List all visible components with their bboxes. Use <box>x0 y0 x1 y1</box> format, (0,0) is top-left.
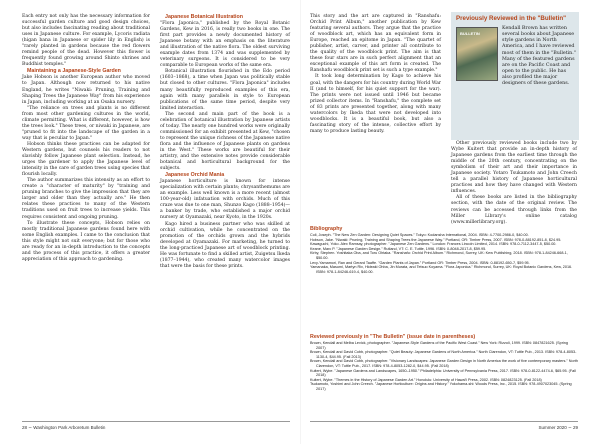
cover-label: BULLETIN <box>460 31 480 36</box>
bibliography-entry: Yamanaka, Masumi, Martyn Rix, Hideaki Ohba, Jin Murata, and Tetsuo Koyama. "Flora Japonica." Richmond, Surrey, UK: Royal Botanic Gardens, Kew, 2016. ISBN: 978-1-84246-619-4, $40.00. <box>310 265 573 274</box>
bibliography-heading: Bibliography <box>310 226 343 232</box>
reviewed-entry: Kuitert, Wybe. "Themes in the History of Japanese Garden Art." Honolulu: University of Hawai'i Press, 2002. ISBN: 0824823125. (Fall 2018) <box>310 377 542 382</box>
bibliography-entry: Kawaguchi, Yoko. Alex Ramsay, photographer. "Japanese Zen Gardens." London: Frances Lincoln Limited, 2014. ISBN: 978-0-7112-3447-5, $50.00. <box>310 242 557 247</box>
paragraph: To illustrate these concepts, Hobson relies on mostly traditional Japanese gardens found here with some English examples. I came to the conclusion that this style might not suit everyone; but for those who are ready for an in-depth introduction to the concepts and the process of this practice, it offers a greater appreciation of this approach to gardening. <box>22 220 150 262</box>
reviewed-entry: Brown, Kendall and David Cobb, photographer. "Quiet Beauty: Japanese Gardens of North America." North Clarendon, VT: Tuttle Pub., 2013. ISBN: 978-4-8053-1130-4, $44.95. (Fall 2013) <box>310 350 577 359</box>
section-heading: Japanese Orchid Mania <box>165 172 225 179</box>
footer-rule-right <box>310 421 578 422</box>
bibliography-entry: Coli, Joseph. "The New Zen Garden: Designing Quiet Spaces." Tokyo: Kodansha International, 2004. ISBN: 4-7700-2986-0, $40.00. <box>310 233 529 237</box>
reviewed-list <box>310 334 578 392</box>
footer-right: Summer 2020 ∼ 29 <box>538 425 578 430</box>
bibliography-entry: Levy-Yamamori, Ran and Gerard Taaffe. "Garden Plants of Japan." Portland OR: Timber Press, 2004. ISBN: 0-88192-650-7, $59.95. <box>310 260 530 265</box>
reviewed-entry: Brown, Kendall and David Cobb, photographer. "Visionary Landscapes: Japanese Garden Design in North America the work of five contemporary masters." North Clarendon, VT: Tuttle Pub., 2017. ISBN: 978-4-8053-1282-0, $44.95. (Fall 2018) <box>310 359 578 368</box>
paragraph: The second and main part of the book is a celebration of botanical illustration by Japanese artists of today. The nearly one hundred works were originally commissioned for an exhibit presented at Kew, "chosen to represent the unique richness of the Japanese native flora and the influence of Japanese plants on gardens in the West." These works are beautiful for their artistry, and the extensive notes provide considerable botanical and horticultural background for the subjects. <box>160 111 290 172</box>
section-heading: Maintaining a Japanese-Style Garden <box>27 68 121 75</box>
paragraph: All of these books are listed in the bibliography section, with the date of the original review. The reviews can be accessed through links from the Miller Library's online catalog (www.millerlibrary.org). <box>451 195 577 225</box>
column-2 <box>160 14 290 270</box>
column-3 <box>310 14 441 135</box>
sidebar-body <box>456 26 576 88</box>
reviewed-heading: Reviewed previously in "The Bulletin" (issue date in parentheses) <box>310 334 476 340</box>
paragraph: Botanical illustration flourished in the Edo period (1603–1868), a time when Japan was politically stable but closed to other cultures. "Flora Japonica" includes many beautifully reproduced examples of this era, again with many parallels in style to European publications of the same time period, despite very limited interaction. <box>160 69 290 111</box>
reviewed-entry: Tsukamoto, Yoshimi and John Creech. "Japanese Horticulture: Origins and History." Yokohama-shi: Woods Press, Inc., 2015. ISBN: 978-4907023045. (Spring 2017) <box>310 382 572 391</box>
paragraph: Hobson thinks these practices can be adapted for Western gardens, but counsels his readers to not slavishly follow Japanese plant selection. Instead, he urges the gardener to apply the Japanese level of intensity in the care of garden trees using species that flourish locally. <box>22 141 150 178</box>
bibliography-entry: Kirby, Stephen. Yoshitaka Oba, and Toru Ohtaka. "Ranshafu: Orchid Print Album." Richmond, Surrey, UK: Kew Publishing, 2018. ISBN: 978-1-84246-668-1, $50.00. <box>310 251 568 260</box>
bibliography-entry: Keane, Marc P. "Japanese Garden Design." Rutland, VT: C. E. Tuttle, 1996. ISBN: 0-8048-2017-8, $59.95. <box>310 246 487 251</box>
paragraph: Other previously reviewed books include two by Wybe Kuitert that provide an in-depth history of Japanese gardens from the earliest time through the middle of the 20th century, concentrating on the symbolism of their art and their importance in Japanese society. Yotaro Tsukamoto and John Creech tell a parallel history of Japanese horticultural practices and how they have changed with Western influences. <box>451 141 577 195</box>
bibliography <box>310 226 578 274</box>
paragraph: The author summarizes this intensity as an effort to create a "character of maturity" by "training and pruning branches to give the impression that they are larger and older than they actually are." He then relates these practices to many of the Western traditions used on fruit trees to increase yields. This requires consistent and ongoing pruning. <box>22 178 150 220</box>
sidebar-heading: Previously Reviewed in the "Bulletin" <box>456 15 567 22</box>
reviewed-entry: Brown, Kendall and Melba Levick, photographer. "Japanese-Style Gardens of the Pacific West Coast." New York: Rizzoli, 1999. ISBN: 0847821625. (Spring 2007) <box>310 341 568 350</box>
paragraph: Kago hired a business partner who was skilled at orchid cultivation, while he concentrated on the promotion of the orchids grown and the hybrids developed at Oyamazaki. For marketing, he turned to the long-practiced Japanese art of woodblock printing. He was fortunate to find a skilled artist, Zuigetsu Ikeda (1877–1944), who created many watercolor images that were the basis for these prints. <box>160 221 290 269</box>
column-4 <box>451 141 577 226</box>
footer-rule-left <box>22 421 290 422</box>
footer-left: 28 ∼ Washington Park Arboretum Bulletin <box>22 425 106 430</box>
page-gutter <box>300 0 301 444</box>
section-heading: Japanese Botanical Illustration <box>165 14 244 20</box>
sidebar-paragraph: Kendall Brown has written several books about Japanese style gardens in North America, and I have reviewed most of them in the "Bulletin." Many of the featured gardens are on the Pacific Coast and open to the public. He has also profiled the major designers of these gardens. <box>502 26 577 87</box>
paragraph: "The reliance on trees and plants is no different from most other gardening cultures in the world, climate permitting. What is different, however, is how the trees look." These trees, or niwaki in Japanese, are "pruned to fit into the landscape of the garden in a way that is peculiar to Japan." <box>22 105 150 141</box>
paragraph: Each entry not only has the necessary information for successful garden culture and good design choices, but also includes fascinating reading about traditional uses in Japanese culture. For example, Lycoris radiata (higan bana in Japanese or spider lily in English) is "rarely planted in gardens because the red flowers remind people of the dead. However this flower is frequently found growing around Shinto shrines and Buddhist temples." <box>22 14 150 68</box>
column-1 <box>22 14 150 263</box>
bibliography-entry: Hobson, Jake. "Niwaki: Pruning, Training and Shaping Trees the Japanese Way." Portland, OR: Timber Press, 2007. ISBN: 978-0-88192-851-8, $24.95. <box>310 237 562 242</box>
paragraph: It took long determination by Kago to achieve his goal, with the dangers for his country during World War II (and to himself, for his quiet support for the war). The prints were not issued until 1946 but became prized collector items. In "Ranshafu," the complete set of 83 prints are presented together, along with many watercolors by Ikeda that were not developed into woodblocks. It is a beautiful book, but also a fascinating story of the intense, collective effort by many to produce lasting beauty. <box>310 74 441 134</box>
sidebar-box <box>451 12 579 140</box>
paragraph: This story and the art are captured in "Ranshafu: Orchid Print Album," another publication by Kew featuring several authors. They argue that the practice of woodblock art, which has an equivalent form in Europe, reached an epitome in Japan. "The quartet of publisher, artist, carver, and printer all contribute to the quality of the woodblock print. The aim is that these four stars are in such perfect alignment that an exceptional example of this art form is created. The Ranshafu woodblock print set is such a type example." <box>310 14 441 74</box>
paragraph: Jake Hobson is another European author who moved to Japan. Although now returned to his native England, he writes "Niwaki: Pruning, Training and Shaping Trees the Japanese Way" from his experience in Japan, including working at an Osaka nursery. <box>22 75 150 105</box>
paragraph: Japanese horticulture is known for intense specialization with certain plants; chrysanthemums are an example. Less well known is a more recent (almost 100-year-old) infatuation with orchids. Much of this craze was due to one man, Shunzo Kago (1888–1954)—a banker by trade, who established a major orchid nursery at Oyamazaki, near Kyoto, in the 1920s. <box>160 179 290 221</box>
paragraph: "Flora Japonica," published by the Royal Botanic Gardens, Kew in 2016, is really two books in one. The first part provides a newly documented history of Japanese botany with an emphasis on the literature and illustration of the native flora. The oldest surviving example dates from 1374 and was supplemented by veterinary surgeons. It is considered to be very comparable to European works of the same era. <box>160 21 290 69</box>
bulletin-cover-image <box>456 27 498 81</box>
reviewed-entry: Kuitert, Wybe. "Japanese Gardens and Landscapes, 1650–1950." Philadelphia: University of Pennsylvania Press, 2017. ISBN: 978-0-8122-4474-6, $65.95. (Fall 2018) <box>310 368 576 378</box>
